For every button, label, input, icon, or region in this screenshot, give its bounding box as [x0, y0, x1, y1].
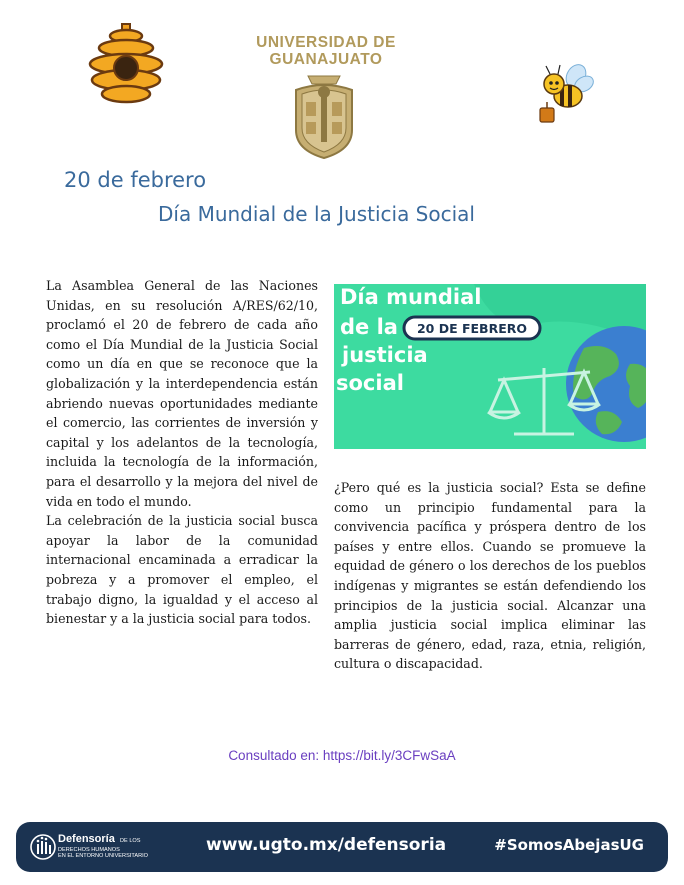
banner-line2: de la [340, 315, 398, 339]
university-name: UNIVERSIDAD DE GUANAJUATO [256, 34, 396, 68]
paragraph: ¿Pero qué es la justicia social? Esta se define como un principio fundamental para la convivencia pacífica y próspera dentro de los países y entre ellos. Cuando se promueve la equidad de género o los derechos de los pueblos indígenas y migrantes se están defendiendo los principios de la justicia social. Alcanzar una amplia justicia social implica eliminar las barreras de género, edad, raza, etnia, religión, cultura o discapacidad. [334, 480, 646, 672]
banner-line4: social [336, 371, 404, 395]
banner-image [334, 284, 646, 449]
logo-title: Defensoría [58, 833, 115, 845]
bee-icon [536, 62, 596, 128]
footer-hashtag: #SomosAbejasUG [494, 836, 644, 854]
banner-line3: justicia [342, 343, 428, 367]
banner-line1: Día mundial [340, 285, 482, 309]
page-title: Día Mundial de la Justicia Social [158, 202, 475, 226]
right-column [334, 478, 646, 674]
footer-url-link[interactable]: www.ugto.mx/defensoria [206, 835, 447, 855]
logo-small-text: DERECHOS HUMANOS [58, 847, 120, 853]
paragraph: La celebración de la justicia social busca apoyar la labor de la comunidad internacional encaminada a erradicar la pobreza y a promover el empleo, el trabajo digno, la igualdad y el acceso al bienestar y a la justicia social para todos. [46, 513, 318, 627]
beehive-icon [86, 22, 166, 108]
logo-small-text: DE LOS [120, 838, 141, 844]
banner-date-pill: 20 DE FEBRERO [416, 321, 528, 336]
left-column [46, 276, 318, 629]
defensoria-logo [30, 830, 150, 864]
source-link[interactable]: Consultado en: https://bit.ly/3CFwSaA [228, 748, 456, 763]
paragraph: La Asamblea General de las Naciones Unidas, en su resolución A/RES/62/10, proclamó el 20 de febrero de cada año como el Día Mundial de la Justicia Social como un día en que se reconoce que la globalización y la interdependencia están abriendo nuevas oportunidades mediante el comercio, las corrientes de inversión y capital y los adelantos de la tecnología, incluida la tecnología de la información, para el desarrollo y la mejora del nivel de vida en todo el mundo. [46, 278, 318, 509]
footer-bar [16, 822, 668, 872]
date-heading: 20 de febrero [64, 168, 207, 192]
defensoria-logo-icon [30, 832, 56, 862]
logo-small-text: EN EL ENTORNO UNIVERSITARIO [58, 853, 149, 859]
university-crest-icon [290, 72, 358, 160]
